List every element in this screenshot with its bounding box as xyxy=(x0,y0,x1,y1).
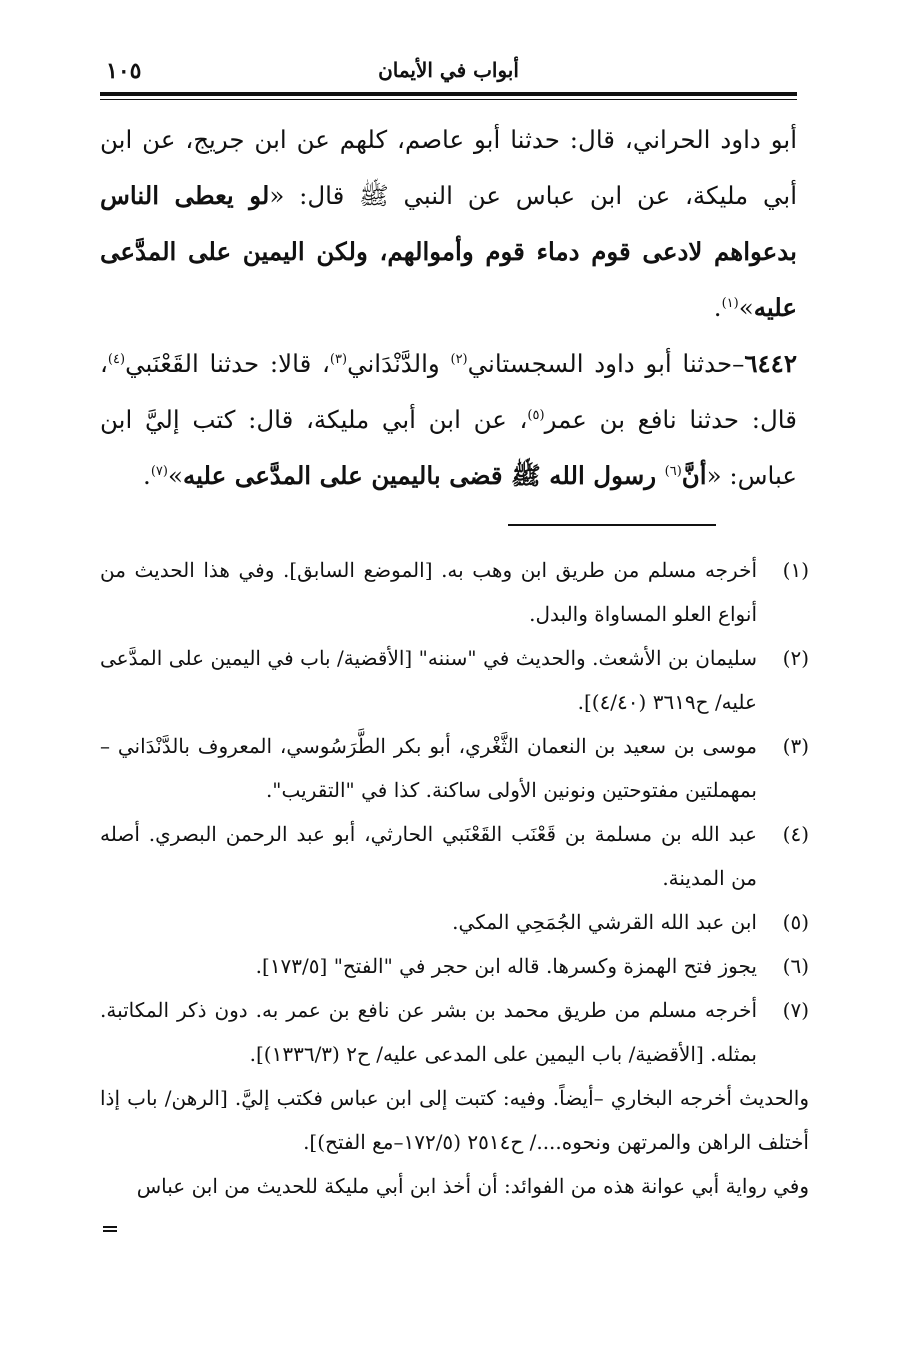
paragraph-2: ٦٤٤٢–حدثنا أبو داود السجستاني$^{(٢)}$ والدَّنْدَاني$^{(٣)}$، قالا: حدثنا القَعْنَبي$^{(٤)}$، قال: حدثنا نافع بن عمر$^{(٥)}$، عن ابن أبي مليكة، قال: كتب إليَّ ابن عباس: «أنَّ$^{(٦)}$ رسول الله ﷺ قضى باليمين على المدَّعى عليه»$^{(٧)}$. xyxy=(100,349,797,490)
footnote-ref: (٥) xyxy=(527,407,545,423)
running-header xyxy=(100,58,797,94)
footnote-ref: (٤) xyxy=(107,351,126,367)
footnote-ref: (١) xyxy=(721,295,739,311)
footnote-separator xyxy=(508,524,716,526)
footnote-ref: (٢) xyxy=(450,351,468,367)
page-number: ١٠٥ xyxy=(106,58,142,84)
footnotes xyxy=(100,548,809,1208)
footnote: (٣) موسى بن سعيد بن النعمان الثَّغْري، أبو بكر الطَّرَسُوسي، المعروف بالدَّنْدَاني –بمهملتين مفتوحتين ونونين الأولى ساكنة. كذا في "التقريب". xyxy=(100,734,809,802)
footnote: (٥) ابن عبد الله القرشي الجُمَحِي المكي. xyxy=(452,910,809,934)
header-rule-thin xyxy=(100,99,797,100)
footnote: (٦) يجوز فتح الهمزة وكسرها. قاله ابن حجر في "الفتح" [١٧٣/٥]. xyxy=(255,954,809,978)
footnote: (١) أخرجه مسلم من طريق ابن وهب به. [الموضع السابق]. وفي هذا الحديث من أنواع العلو المساواة والبدل. xyxy=(100,558,809,626)
footnote-continuation: وفي رواية أبي عوانة هذه من الفوائد: أن أخذ ابن أبي مليكة للحديث من ابن عباس xyxy=(136,1174,809,1198)
hadith-quote-1: لو يعطى الناس بدعواهم لادعى قوم دماء قوم وأموالهم، ولكن اليمين على المدَّعى عليه xyxy=(100,181,797,322)
footnote: (٢) سليمان بن الأشعث. والحديث في "سننه" [الأقضية/ باب في اليمين على المدَّعى عليه/ ح٣٦١٩ (٤/٤٠)]. xyxy=(100,646,809,714)
footnote: (٧) أخرجه مسلم من طريق محمد بن بشر عن نافع بن عمر به. دون ذكر المكاتبة. بمثله. [الأقضية/ باب اليمين على المدعى عليه/ ح٢ (١٣٣٦/٣)]. xyxy=(100,998,809,1066)
continued-mark xyxy=(103,1226,117,1228)
continued-mark xyxy=(103,1230,117,1232)
hadith-quote-2b: رسول الله ﷺ قضى باليمين على المدَّعى عليه xyxy=(182,461,665,490)
header-rule-thick xyxy=(100,92,797,96)
footnote-ref: (٧) xyxy=(150,463,168,479)
hadith-quote-2a: أنَّ xyxy=(681,461,707,490)
footnote: (٤) عبد الله بن مسلمة بن قَعْنَب القَعْنَبي الحارثي، أبو عبد الرحمن البصري. أصله من المدينة. xyxy=(100,822,809,890)
footnote-ref: (٦) xyxy=(664,463,682,479)
paragraph-1: أبو داود الحراني، قال: حدثنا أبو عاصم، كلهم عن ابن جريج، عن ابن أبي مليكة، عن ابن عباس عن النبي ﷺ قال: «لو يعطى الناس بدعواهم لادعى قوم دماء قوم وأموالهم، ولكن اليمين على المدَّعى عليه»$^{(١)}$. xyxy=(100,125,797,322)
chapter-title: أبواب في الأيمان xyxy=(378,58,519,82)
footnote-ref: (٣) xyxy=(329,351,348,367)
main-text xyxy=(100,112,797,504)
footnote-continuation: والحديث أخرجه البخاري –أيضاً. وفيه: كتبت إلى ابن عباس فكتب إليَّ. [الرهن/ باب إذا أختلف الراهن والمرتهن ونحوه..../ ح٢٥١٤ (١٧٢/٥–مع الفتح)]. xyxy=(100,1086,809,1154)
hadith-number: ٦٤٤٢ xyxy=(744,349,797,378)
